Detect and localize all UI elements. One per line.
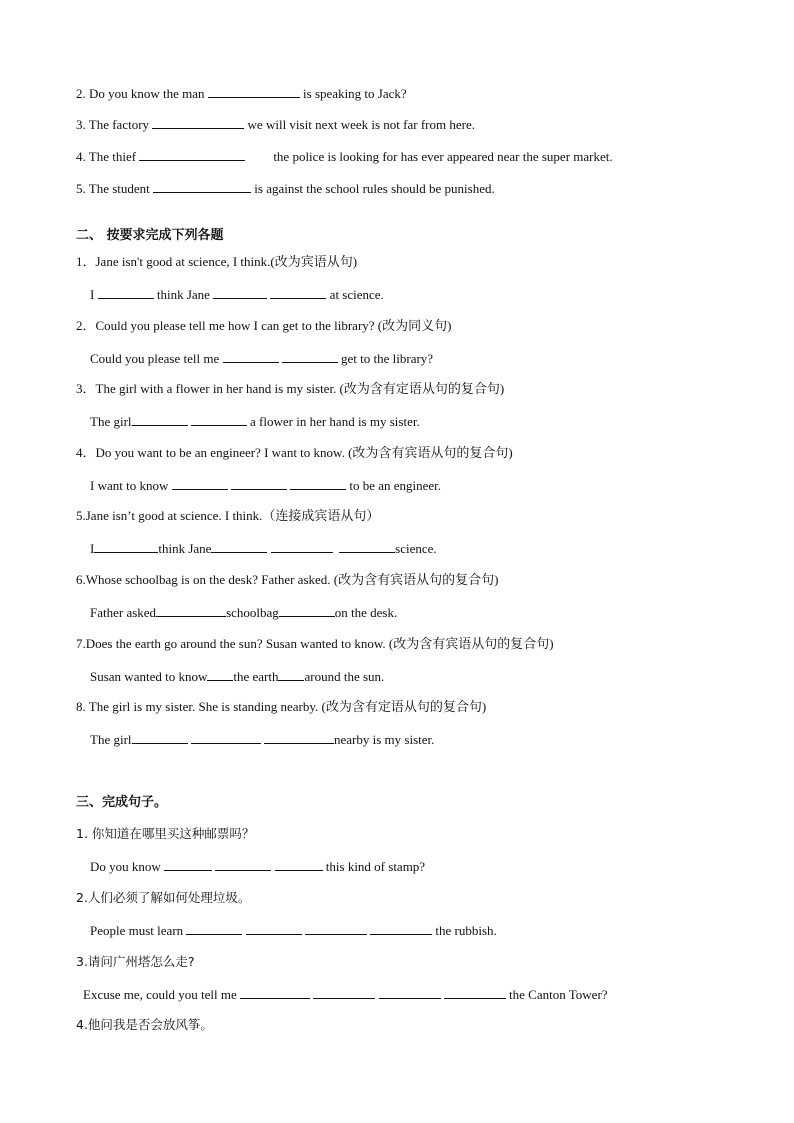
answer-blank[interactable] [156, 604, 226, 617]
answer-blank[interactable] [231, 477, 287, 490]
answer-line: The girl nearby is my sister. [90, 732, 435, 747]
answer-blank[interactable] [370, 922, 432, 935]
exercise-item-2: 2. Do you know the man is speaking to Jack? [76, 86, 407, 101]
question-prompt: 8. The girl is my sister. She is standing nearby. (改为含有定语从句的复合句) [76, 699, 487, 714]
answer-line: Susan wanted to know the earth around the sun. [90, 669, 385, 684]
question-prompt: 3．The girl with a flower in her hand is my sister. (改为含有定语从句的复合句) [76, 381, 505, 396]
question-prompt: 5.Jane isn’t good at science. I think.（连接成宾语从句） [76, 508, 380, 523]
question-prompt: 3.请问广州塔怎么走? [76, 954, 195, 969]
answer-blank[interactable] [211, 540, 267, 553]
answer-line: Excuse me, could you tell me the Canton Tower? [83, 987, 608, 1002]
answer-blank[interactable] [246, 922, 302, 935]
exercise-item-3: 3. The factory we will visit next week is not far from here. [76, 117, 475, 132]
question-prompt: 4.他问我是否会放风筝。 [76, 1017, 213, 1032]
answer-blank[interactable] [98, 286, 154, 299]
answer-line: People must learn the rubbish. [90, 923, 497, 938]
question-prompt: 2．Could you please tell me how I can get to the library? (改为同义句) [76, 318, 452, 333]
answer-blank[interactable] [186, 922, 242, 935]
answer-blank[interactable] [213, 286, 267, 299]
answer-blank[interactable] [164, 858, 212, 871]
question-prompt: 7.Does the earth go around the sun? Susan wanted to know. (改为含有宾语从句的复合句) [76, 636, 554, 651]
answer-line: The girl a flower in her hand is my sister. [90, 414, 420, 429]
answer-blank[interactable] [305, 922, 367, 935]
section-heading: 三、完成句子。 [76, 795, 168, 810]
answer-line: Do you know this kind of stamp? [90, 859, 426, 874]
answer-blank[interactable] [444, 986, 506, 999]
answer-line: Father asked schoolbag on the desk. [90, 605, 398, 620]
answer-blank[interactable] [172, 477, 228, 490]
answer-blank[interactable] [282, 350, 338, 363]
answer-blank[interactable] [207, 668, 233, 681]
answer-blank[interactable] [208, 85, 300, 98]
answer-blank[interactable] [152, 116, 244, 129]
answer-blank[interactable] [153, 180, 251, 193]
answer-blank[interactable] [215, 858, 271, 871]
answer-blank[interactable] [139, 148, 245, 161]
question-prompt: 1．Jane isn't good at science, I think.(改为宾语从句) [76, 254, 358, 269]
answer-blank[interactable] [223, 350, 279, 363]
exercise-item-4: 4. The thief the police is looking for has ever appeared near the super market. [76, 149, 613, 164]
exercise-item-5: 5. The student is against the school rules should be punished. [76, 181, 495, 196]
answer-line: I want to know to be an engineer. [90, 478, 442, 493]
answer-blank[interactable] [270, 286, 326, 299]
answer-blank[interactable] [240, 986, 310, 999]
answer-blank[interactable] [94, 540, 158, 553]
question-prompt: 1. 你知道在哪里买这种邮票吗？ [76, 826, 255, 841]
answer-blank[interactable] [191, 413, 247, 426]
answer-blank[interactable] [313, 986, 375, 999]
answer-line: I think Jane science. [90, 541, 437, 556]
answer-blank[interactable] [264, 731, 334, 744]
answer-line: Could you please tell me get to the library? [90, 351, 434, 366]
answer-blank[interactable] [132, 413, 188, 426]
question-prompt: 2.人们必须了解如何处理垃圾。 [76, 890, 251, 905]
answer-blank[interactable] [290, 477, 346, 490]
answer-line: I think Jane at science. [90, 287, 384, 302]
section-heading: 二、 按要求完成下列各题 [76, 228, 224, 243]
answer-blank[interactable] [379, 986, 441, 999]
answer-blank[interactable] [132, 731, 188, 744]
question-prompt: 4．Do you want to be an engineer? I want to know. (改为含有宾语从句的复合句) [76, 445, 513, 460]
answer-blank[interactable] [278, 668, 304, 681]
question-prompt: 6.Whose schoolbag is on the desk? Father asked. (改为含有宾语从句的复合句) [76, 572, 499, 587]
answer-blank[interactable] [191, 731, 261, 744]
answer-blank[interactable] [339, 540, 395, 553]
answer-blank[interactable] [275, 858, 323, 871]
answer-blank[interactable] [271, 540, 333, 553]
answer-blank[interactable] [279, 604, 335, 617]
